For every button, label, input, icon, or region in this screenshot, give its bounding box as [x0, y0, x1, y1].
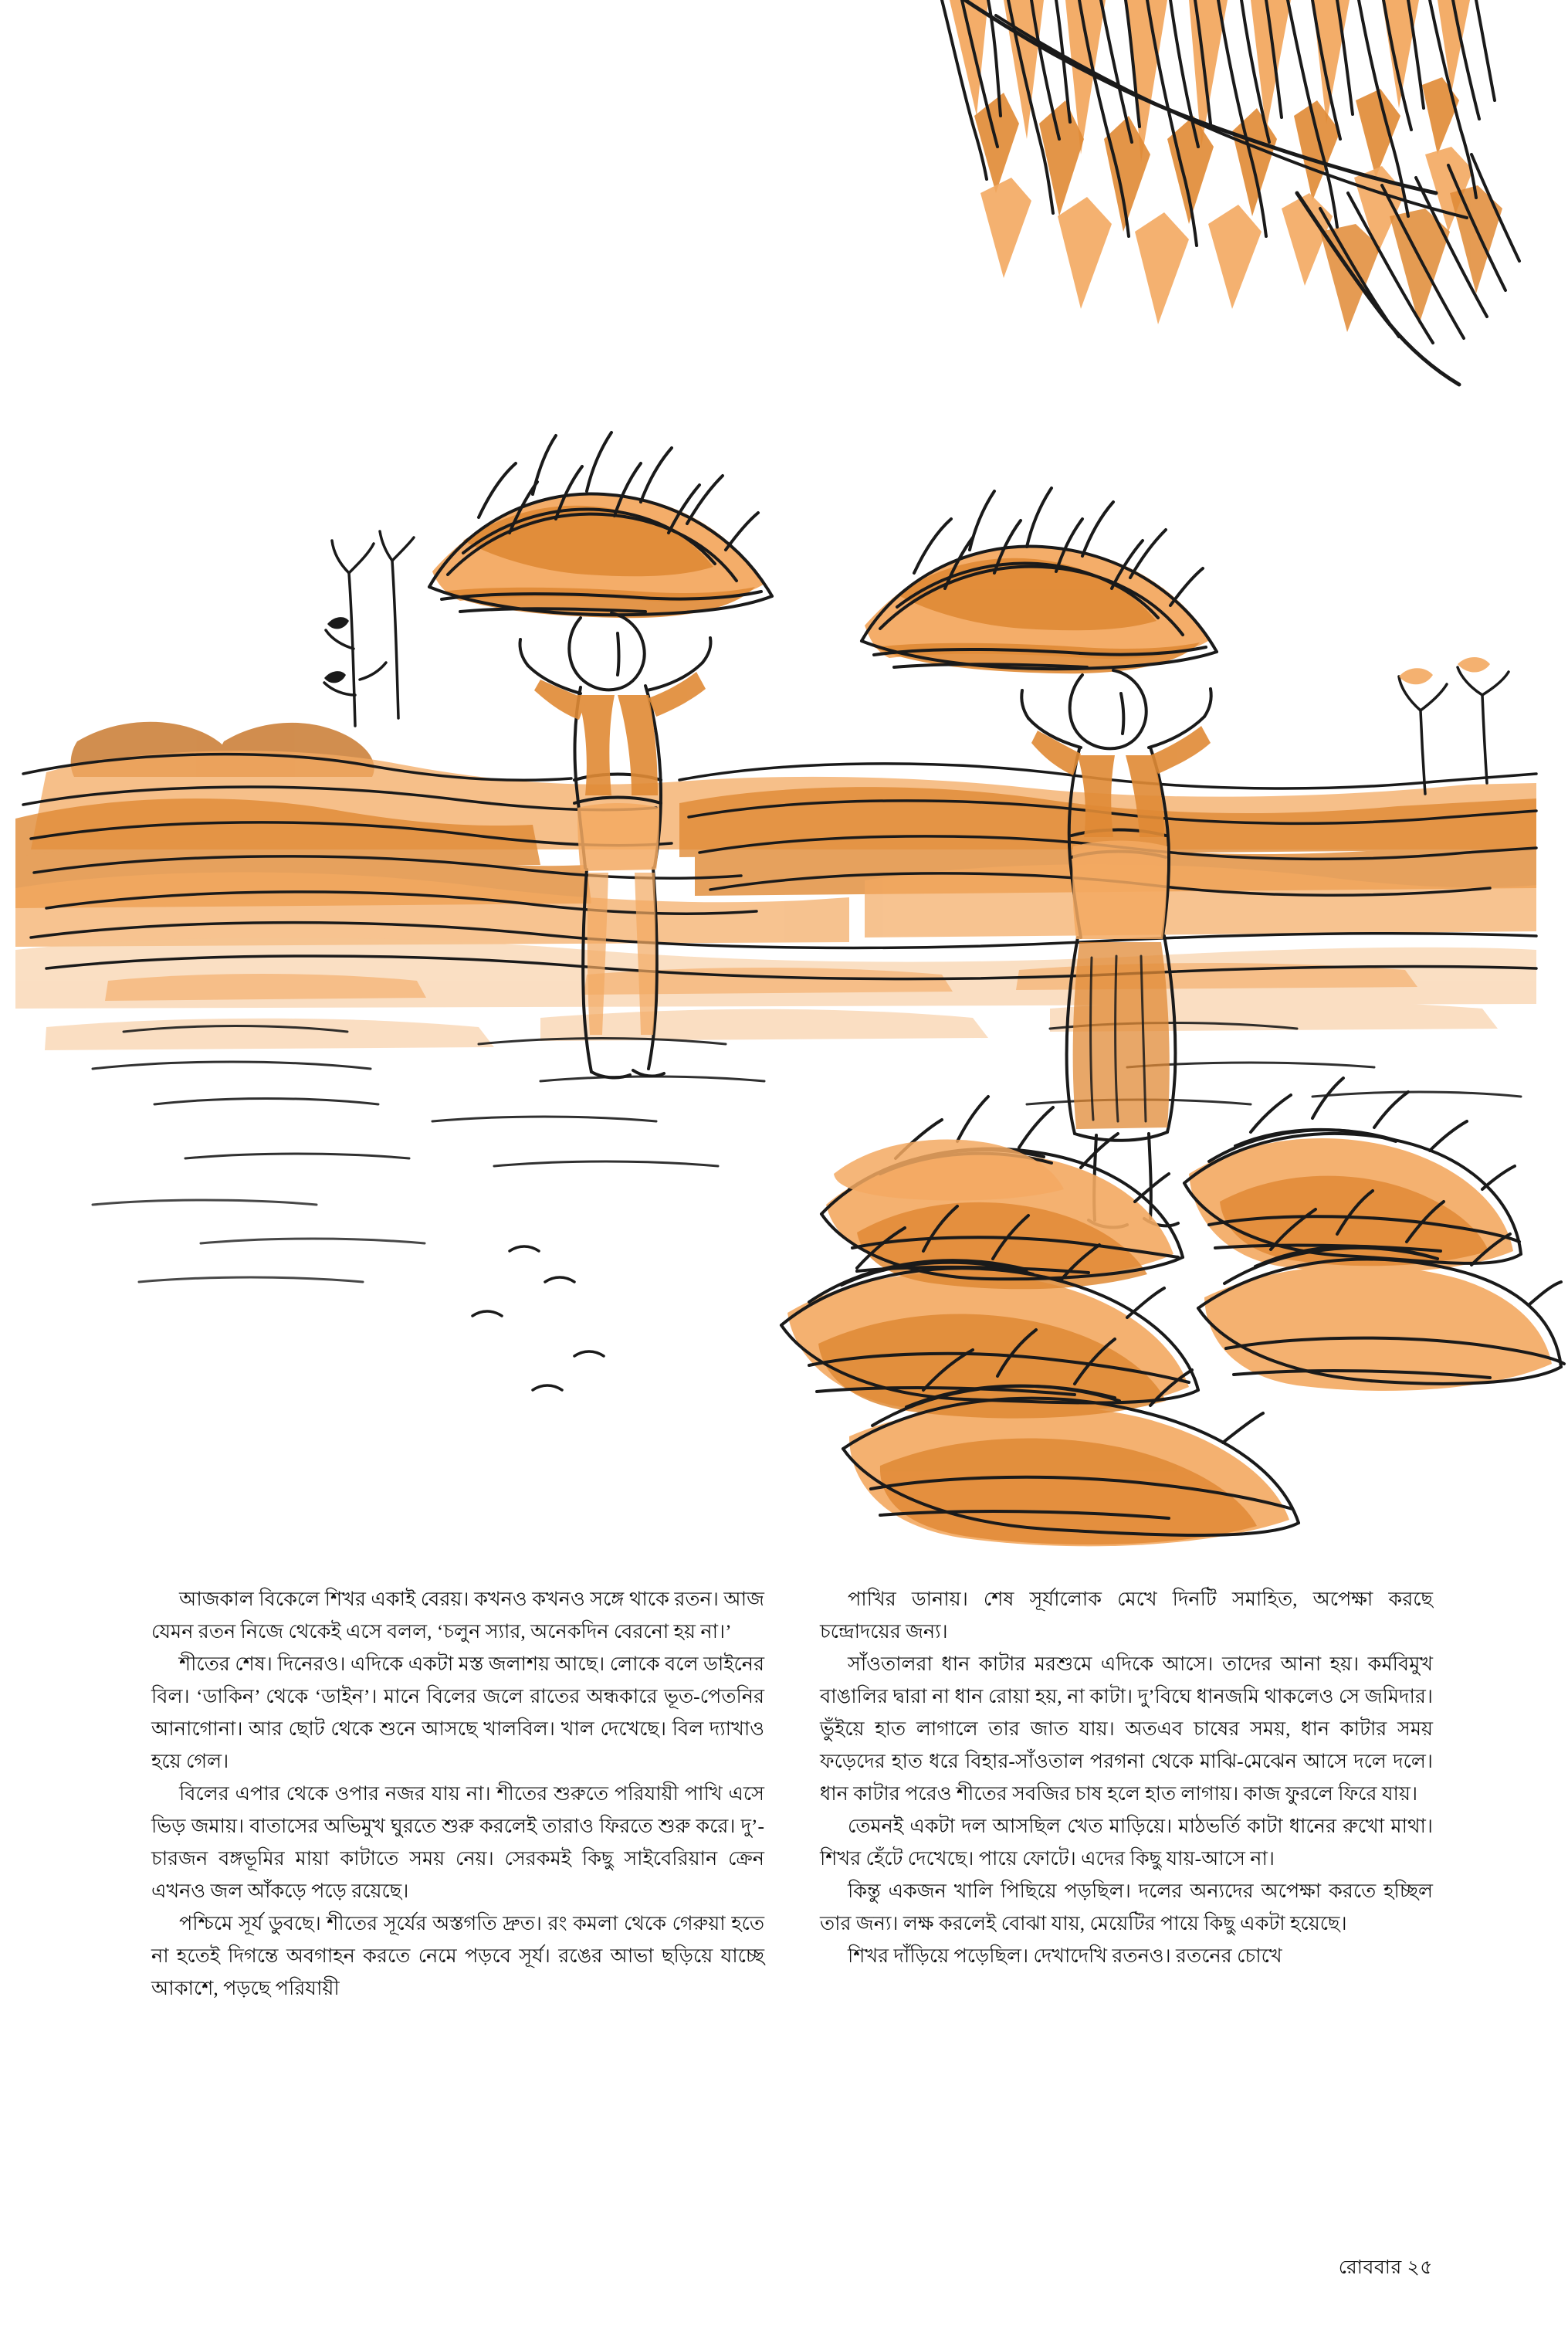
paragraph: সাঁওতালরা ধান কাটার মরশুমে এদিকে আসে। তাদের আনা হয়। কর্মবিমুখ বাঙালির দ্বারা না ধান রোয়া হয়, না কাটা। দু’বিঘে ধানজমি থাকলেও সে জমিদার। ভুঁইয়ে হাত লাগালে তার জাত যায়। অতএব চাষের সময়, ধান কাটার সময় ফড়েদের হাত ধরে বিহার-সাঁওতাল পরগনা থেকে মাঝি-মেঝেন আসে দলে দলে। ধান কাটার পরেও শীতের সবজির চাষ হলে হাত লাগায়। কাজ ফুরলে ফিরে যায়। — [820, 1653, 1433, 1805]
water-birds — [472, 1246, 604, 1390]
palm-frond-orange-wash — [942, 0, 1519, 385]
page-folio: রোববার ২৫ — [1338, 2257, 1433, 2278]
paragraph: আজকাল বিকেলে শিখর একাই বেরয়। কখনও কখনও সঙ্গে থাকে রতন। আজ যেমন রতন নিজে থেকেই এসে বলল, ‘চলুন স্যার, অনেকদিন বেরনো হয় না।’ — [151, 1588, 764, 1643]
field-background — [15, 531, 1536, 1166]
paragraph: শীতের শেষ। দিনেরও। এদিকে একটা মস্ত জলাশয় আছে। লোকে বলে ডাইনের বিল। ‘ডাকিন’ থেকে ‘ডাইন’। মানে বিলের জলে রাতের অন্ধকারে ভূত-পেতনির আনাগোনা। আর ছোট থেকে শুনে আসছে খালবিল। খাল দেখেছে। বিল দ্যাখাও হয়ে গেল। — [151, 1653, 764, 1772]
paragraph: কিন্তু একজন খালি পিছিয়ে পড়ছিল। দলের অন্যদের অপেক্ষা করতে হচ্ছিল তার জন্য। লক্ষ করলেই বোঝা যায়, মেয়েটির পায়ে কিছু একটা হয়েছে। — [820, 1880, 1433, 1934]
paragraph: পশ্চিমে সূর্য ডুবছে। শীতের সূর্যের অস্তগতি দ্রুত। রং কমলা থেকে গেরুয়া হতে না হতেই দিগন্তে অবগাহন করতে নেমে পড়বে সূর্য। রঙের আভা ছড়িয়ে যাচ্ছে আকাশে, পড়ছে পরিযায়ী — [151, 1912, 764, 1999]
left-column — [151, 1583, 764, 2005]
paragraph: শিখর দাঁড়িয়ে পড়েছিল। দেখাদেখি রতনও। রতনের চোখে — [848, 1945, 1282, 1967]
paragraph: পাখির ডানায়। শেষ সূর্যালোক মেখে দিনটি সমাহিত, অপেক্ষা করছে চন্দ্রোদয়ের জন্য। — [820, 1588, 1433, 1643]
paragraph: তেমনই একটা দল আসছিল খেত মাড়িয়ে। মাঠভর্তি কাটা ধানের রুখো মাথা। শিখর হেঁটে দেখেছে। পায়ে ফোটে। এদের কিছু যায়-আসে না। — [820, 1815, 1433, 1870]
two-column-layout — [151, 1583, 1433, 2005]
paragraph: বিলের এপার থেকে ওপার নজর যায় না। শীতের শুরুতে পরিযায়ী পাখি এসে ভিড় জমায়। বাতাসের অভিমুখ ঘুরতে শুরু করলেই তারাও ফিরতে শুরু করে। দু’-চারজন বঙ্গভূমির মায়া কাটাতে সময় নেয়। সেরকমই কিছু সাইবেরিয়ান ক্রেন এখনও জল আঁকড়ে পড়ে রয়েছে। — [151, 1782, 764, 1902]
article-text-area — [0, 1583, 1568, 2278]
foreground-paddy-sheaves — [781, 1078, 1564, 1546]
right-column — [820, 1583, 1433, 2005]
